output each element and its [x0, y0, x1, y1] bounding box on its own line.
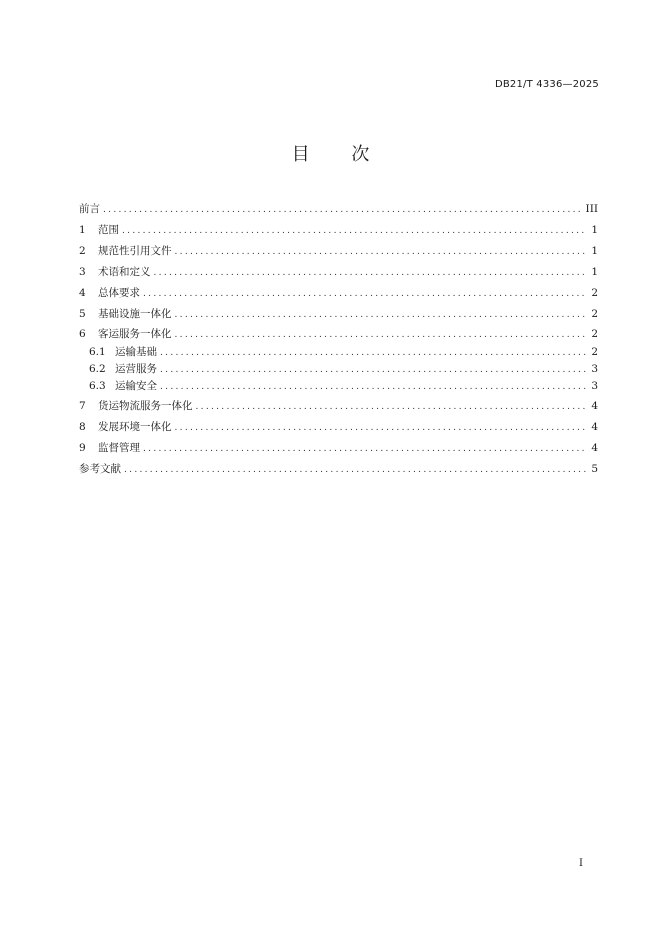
- toc-entry-page: 2: [591, 328, 598, 340]
- toc-entry-label: 运营服务: [115, 363, 157, 375]
- toc-entry-page: III: [585, 203, 598, 215]
- toc-leader-dots: [175, 326, 588, 345]
- toc-entry-page: 1: [591, 224, 598, 236]
- toc-entry-label: 范围: [98, 224, 119, 236]
- toc-leader-dots: [124, 460, 587, 481]
- toc-entry-page: 1: [591, 266, 598, 278]
- toc-entry-number: 6.2: [89, 363, 106, 375]
- toc-entry-7[interactable]: [79, 396, 598, 417]
- toc-leader-dots: [175, 418, 588, 439]
- toc-entry-label: 前言: [79, 203, 100, 215]
- toc-entry-label: 监督管理: [98, 442, 140, 454]
- toc-entry-page: 2: [591, 308, 598, 320]
- toc-leader-dots: [143, 284, 587, 305]
- toc-entry-label: 基础设施一体化: [98, 308, 172, 320]
- toc-entry-label: 运输安全: [115, 380, 157, 392]
- toc-entry-6-1[interactable]: [79, 344, 598, 361]
- toc-entry-page: 4: [591, 442, 598, 454]
- toc-entry-number: 2: [79, 245, 86, 257]
- toc-entry-number: 8: [79, 421, 86, 433]
- toc-leader-dots: [160, 345, 587, 362]
- toc-entry-number: 1: [79, 224, 86, 236]
- toc-entry-label: 客运服务一体化: [98, 328, 172, 340]
- toc-entry-page: 2: [591, 346, 598, 358]
- toc-entry-label: 参考文献: [79, 463, 121, 475]
- toc-entry-label: 货运物流服务一体化: [98, 400, 193, 412]
- toc-entry-6-3[interactable]: [79, 378, 598, 395]
- toc-leader-dots: [103, 200, 583, 221]
- toc-entry-label: 规范性引用文件: [98, 245, 172, 257]
- toc-entry-5[interactable]: [79, 304, 598, 325]
- toc-entry-3[interactable]: [79, 262, 598, 283]
- toc-entry-number: 6: [79, 328, 86, 340]
- toc-leader-dots: [154, 263, 588, 284]
- toc-entry-page: 1: [591, 245, 598, 257]
- toc-entry-6-2[interactable]: [79, 361, 598, 378]
- toc-entry-1[interactable]: [79, 220, 598, 241]
- toc-leader-dots: [160, 362, 587, 379]
- toc-entry-number: 6.1: [89, 346, 106, 358]
- toc-leader-dots: [175, 242, 588, 263]
- toc-entry-number: 6.3: [89, 380, 106, 392]
- toc-leader-dots: [143, 439, 587, 460]
- page-number: I: [579, 858, 583, 869]
- toc-entry-page: 2: [591, 287, 598, 299]
- toc-entry-foreword[interactable]: [79, 199, 598, 220]
- toc-entry-page: 3: [591, 363, 598, 375]
- toc-entry-9[interactable]: [79, 438, 598, 459]
- toc-entry-number: 5: [79, 308, 86, 320]
- toc-leader-dots: [122, 221, 587, 242]
- toc-entry-page: 4: [591, 400, 598, 412]
- toc-entry-page: 3: [591, 380, 598, 392]
- toc-entry-number: 9: [79, 442, 86, 454]
- toc-entry-label: 术语和定义: [98, 266, 151, 278]
- toc-entry-label: 发展环境一体化: [98, 421, 172, 433]
- toc-entry-4[interactable]: [79, 283, 598, 304]
- page-title: 目 次: [291, 144, 371, 165]
- toc-entry-number: 4: [79, 287, 86, 299]
- toc-entry-2[interactable]: [79, 241, 598, 262]
- toc-entry-number: 7: [79, 400, 86, 412]
- toc-leader-dots: [196, 397, 588, 418]
- toc-leader-dots: [175, 305, 588, 326]
- toc-entry-number: 3: [79, 266, 86, 278]
- document-code: DB21/T 4336—2025: [494, 79, 599, 90]
- toc-entry-page: 4: [591, 421, 598, 433]
- toc-entry-label: 运输基础: [115, 346, 157, 358]
- toc-leader-dots: [160, 379, 587, 396]
- toc-entry-page: 5: [591, 463, 598, 475]
- toc-entry-8[interactable]: [79, 417, 598, 438]
- toc-entry-label: 总体要求: [98, 287, 140, 299]
- table-of-contents: [79, 199, 598, 480]
- toc-entry-references[interactable]: [79, 459, 598, 480]
- toc-entry-6[interactable]: [79, 325, 598, 344]
